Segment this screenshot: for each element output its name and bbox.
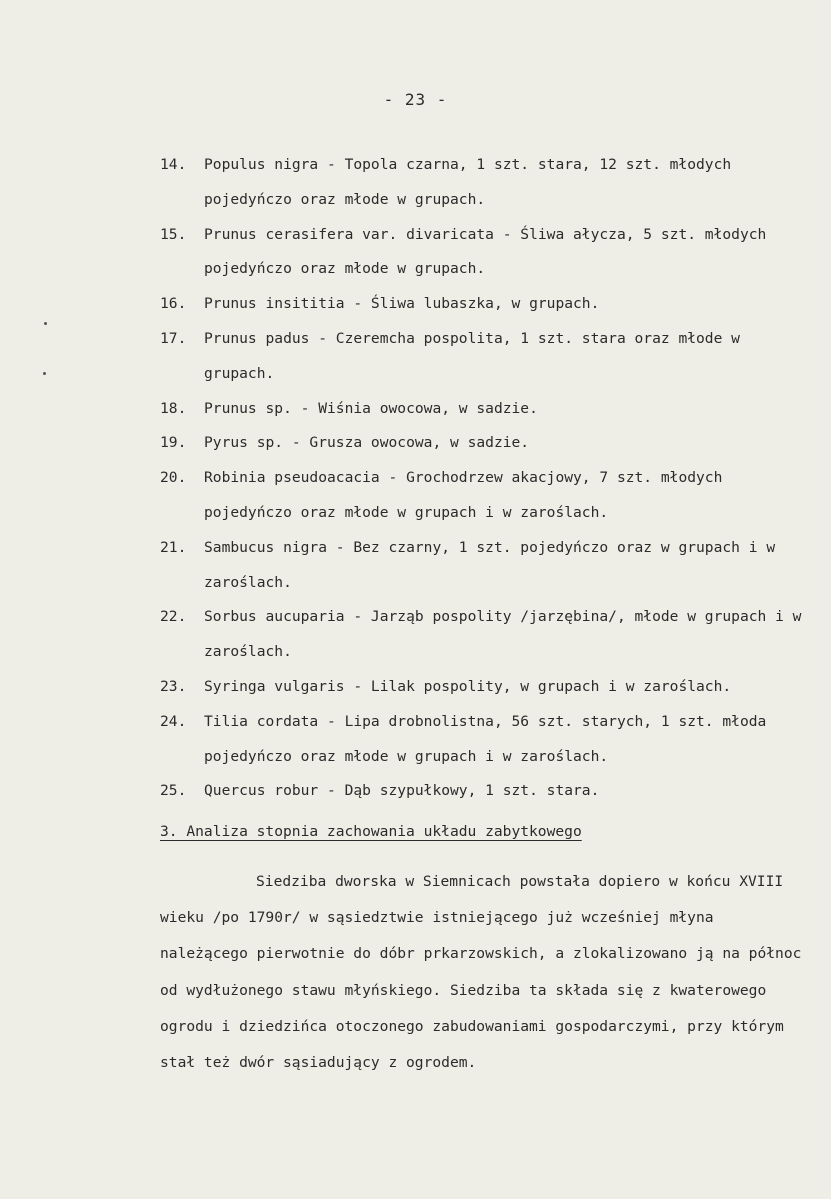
item-number: 15. [160,225,187,243]
item-text: Prunus padus - Czeremcha pospolita, 1 szt. stara oraz młode w grupach. [204,329,740,382]
item-number: 18. [160,399,187,417]
item-text: Prunus insititia - Śliwa lubaszka, w grupach. [204,295,600,313]
item-number: 17. [160,329,187,347]
list-item [160,322,805,392]
item-number: 22. [160,608,187,626]
list-item [160,461,805,531]
item-number: 19. [160,434,187,452]
item-text: Pyrus sp. - Grusza owocowa, w sadzie. [204,434,530,452]
item-text: Tilia cordata - Lipa drobnolistna, 56 szt. starych, 1 szt. młoda pojedyńczo oraz młode w grupach i w zaroślach. [204,712,767,765]
item-text: Sambucus nigra - Bez czarny, 1 szt. pojedyńczo oraz w grupach i w zaroślach. [204,538,776,591]
item-number: 24. [160,712,187,730]
list-item [160,774,805,809]
item-text: Populus nigra - Topola czarna, 1 szt. stara, 12 szt. młodych pojedyńczo oraz młode w grupach. [204,156,732,208]
item-text: Prunus sp. - Wiśnia owocowa, w sadzie. [204,399,538,417]
body-paragraph: Siedziba dworska w Siemnicach powstała dopiero w końcu XVIII wieku /po 1790r/ w sąsiedztwie istniejącego już wcześniej młyna należącego pierwotnie do dóbr prkarzowskich, a zlokalizowano ją na północ od wydłużonego stawu młyńskiego. Siedziba ta składa się z kwaterowego ogrodu i dziedzińca otoczonego zabudowaniami gospodarczymi, przy którym stał też dwór sąsiadujący z ogrodem. [160,873,802,1072]
list-item [160,670,805,705]
species-list [160,148,805,809]
item-number: 25. [160,782,187,800]
list-item [160,392,805,427]
list-item [160,705,805,775]
section-heading: 3. Analiza stopnia zachowania układu zabytkowego [160,823,582,840]
item-text: Syringa vulgaris - Lilak pospolity, w grupach i w zaroślach. [204,677,732,695]
paper-speck [44,322,47,325]
list-item [160,531,805,601]
item-number: 23. [160,677,187,695]
list-item [160,426,805,461]
item-number: 16. [160,295,187,313]
list-item [160,287,805,322]
item-text: Robinia pseudoacacia - Grochodrzew akacjowy, 7 szt. młodych pojedyńczo oraz młode w grupach i w zaroślach. [204,469,723,521]
page-number: - 23 - [383,90,448,109]
list-item [160,600,805,670]
item-text: Prunus cerasifera var. divaricata - Śliwa ałycza, 5 szt. młodych pojedyńczo oraz młode w grupach. [204,225,767,278]
list-item [160,218,805,288]
list-item [160,148,805,218]
item-text: Sorbus aucuparia - Jarząb pospolity /jarzębina/, młode w grupach i w zaroślach. [204,608,802,661]
item-number: 21. [160,538,187,556]
item-text: Quercus robur - Dąb szypułkowy, 1 szt. stara. [204,782,600,800]
item-number: 20. [160,469,187,487]
item-number: 14. [160,156,187,173]
paper-speck [43,372,46,375]
